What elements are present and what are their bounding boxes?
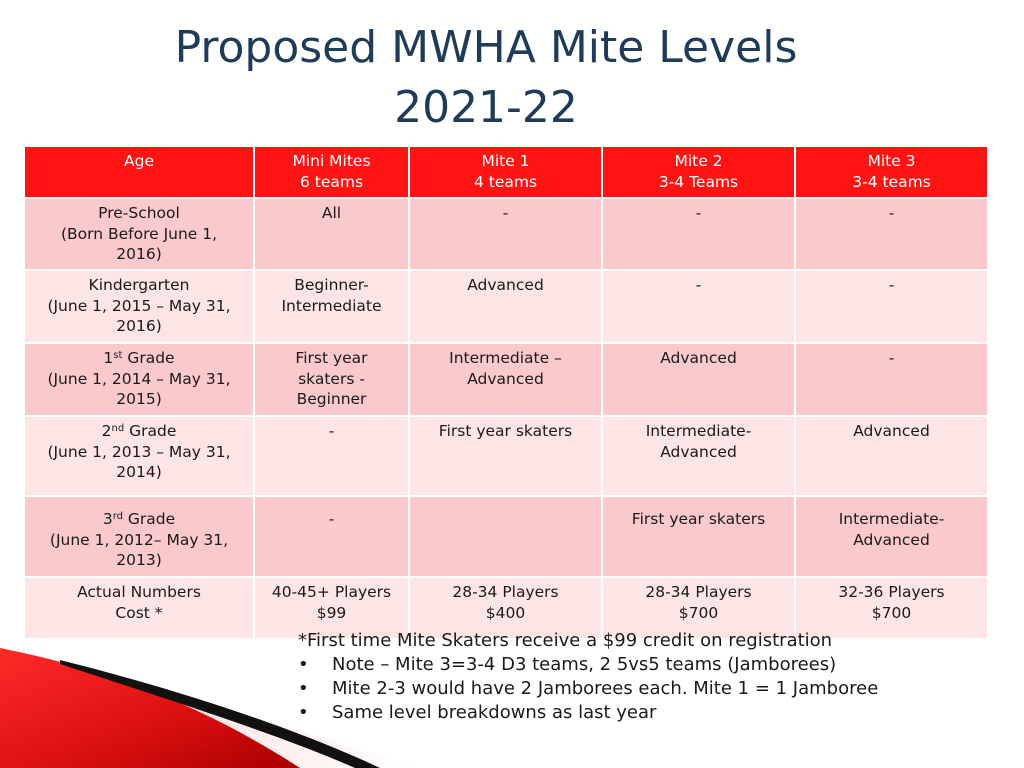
- table-cell: -: [254, 496, 409, 577]
- table-cell: Intermediate- Advanced: [602, 416, 795, 496]
- table-cell: All: [254, 198, 409, 270]
- bullet-item: • Note – Mite 3=3-4 D3 teams, 2 5vs5 teams (Jamborees): [298, 654, 837, 675]
- table-cell: -: [795, 270, 988, 343]
- table-row: [24, 496, 988, 577]
- title-line-2: 2021-22: [394, 82, 578, 133]
- mite-levels-table: [23, 145, 989, 640]
- table-cell: -: [409, 198, 602, 270]
- table-cell: Intermediate – Advanced: [409, 343, 602, 416]
- age-cell: 3rd Grade (June 1, 2012– May 31, 2013): [24, 496, 254, 577]
- age-cell: Actual Numbers Cost *: [24, 577, 254, 639]
- age-cell: 2nd Grade (June 1, 2013 – May 31, 2014): [24, 416, 254, 496]
- header-mini-mites: Mini Mites 6 teams: [254, 146, 409, 198]
- bullet-icon: •: [298, 678, 309, 699]
- table-row: [24, 270, 988, 343]
- bullet-icon: •: [298, 702, 309, 723]
- credit-footnote: *First time Mite Skaters receive a $99 credit on registration: [298, 630, 833, 651]
- table-header-row: [24, 146, 988, 198]
- table-row: [24, 343, 988, 416]
- table-cell: First year skaters - Beginner: [254, 343, 409, 416]
- table-cell: -: [795, 198, 988, 270]
- table-cell: 32-36 Players $700: [795, 577, 988, 639]
- table-row: [24, 416, 988, 496]
- table-cell: Advanced: [602, 343, 795, 416]
- title-line-1: Proposed MWHA Mite Levels: [174, 22, 798, 73]
- table-cell: 28-34 Players $400: [409, 577, 602, 639]
- table-cell: -: [602, 198, 795, 270]
- page-title: [0, 18, 972, 138]
- header-age: Age: [24, 146, 254, 198]
- table-cell: -: [602, 270, 795, 343]
- table-row: [24, 198, 988, 270]
- bullet-item: • Same level breakdowns as last year: [298, 702, 657, 723]
- bullet-icon: •: [298, 654, 309, 675]
- table-cell: First year skaters: [602, 496, 795, 577]
- table-cell: 28-34 Players $700: [602, 577, 795, 639]
- table-cell: Beginner- Intermediate: [254, 270, 409, 343]
- header-mite-3: Mite 3 3-4 teams: [795, 146, 988, 198]
- table-cell: Intermediate- Advanced: [795, 496, 988, 577]
- bullet-item: • Mite 2-3 would have 2 Jamborees each. Mite 1 = 1 Jamboree: [298, 678, 879, 699]
- table-cell: 40-45+ Players $99: [254, 577, 409, 639]
- age-cell: 1st Grade (June 1, 2014 – May 31, 2015): [24, 343, 254, 416]
- table-cell: Advanced: [795, 416, 988, 496]
- table-cell: First year skaters: [409, 416, 602, 496]
- table-cell: [409, 496, 602, 577]
- table-cell: Advanced: [409, 270, 602, 343]
- table-cell: -: [254, 416, 409, 496]
- header-mite-1: Mite 1 4 teams: [409, 146, 602, 198]
- header-mite-2: Mite 2 3-4 Teams: [602, 146, 795, 198]
- age-cell: Pre-School (Born Before June 1, 2016): [24, 198, 254, 270]
- notes-section: [298, 629, 878, 725]
- age-cell: Kindergarten (June 1, 2015 – May 31, 2016): [24, 270, 254, 343]
- swoosh-red-band: [0, 648, 300, 768]
- table-cell: -: [795, 343, 988, 416]
